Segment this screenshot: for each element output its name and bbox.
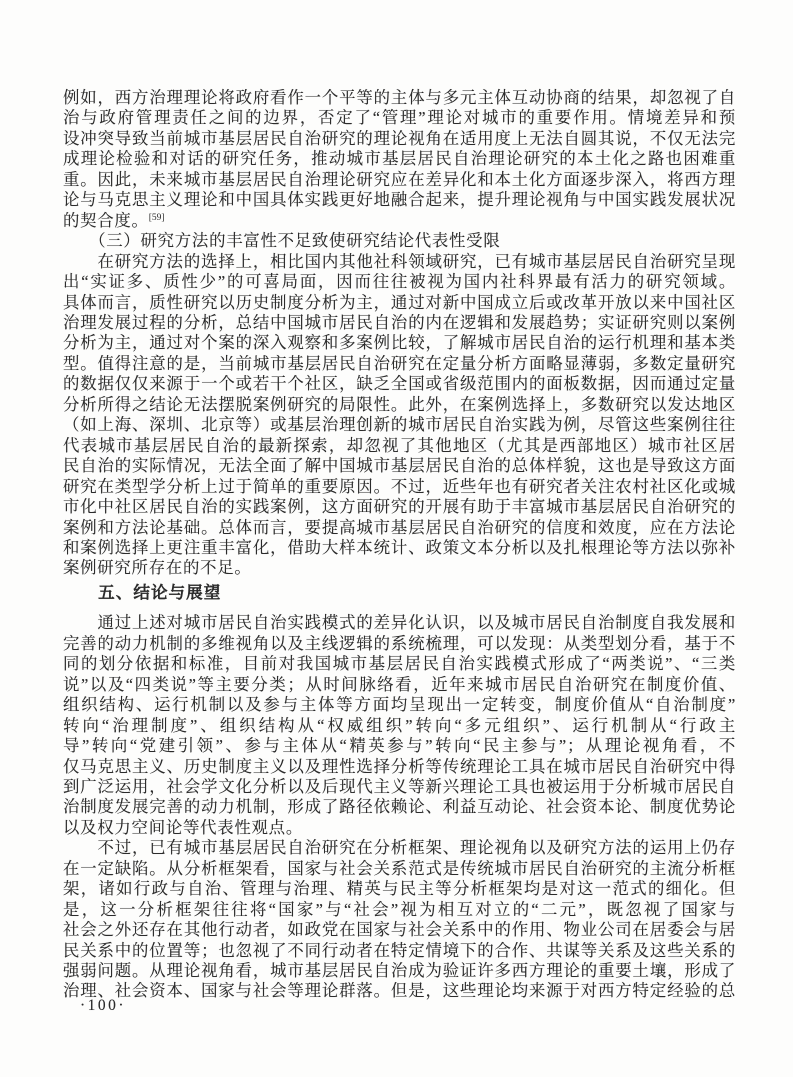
text-line bbox=[63, 538, 736, 558]
text-line bbox=[63, 838, 736, 858]
text-line bbox=[63, 374, 736, 394]
text-line bbox=[63, 252, 736, 272]
text-line-content: 重。因此，未来城市基层居民自治理论研究应在差异化和本土化方面逐步深入，将西方理 bbox=[63, 169, 736, 189]
text-line-content: 治制度发展完善的动力机制，形成了路径依赖论、利益互动论、社会资本论、制度优势论 bbox=[63, 797, 736, 817]
text-line bbox=[63, 170, 736, 190]
text-line bbox=[63, 149, 736, 169]
text-line bbox=[63, 695, 736, 715]
text-line bbox=[63, 736, 736, 756]
paragraph-limitations bbox=[63, 838, 736, 1002]
text-line-content: 是，这一分析框架往往将“国家”与“社会”视为相互对立的“二元”，既忽视了国家与 bbox=[63, 899, 736, 919]
text-line-content: 的数据仅仅来源于一个或若干个社区，缺乏全国或省级范围内的面板数据，因而通过定量 bbox=[63, 374, 736, 394]
footnote-reference: [59] bbox=[148, 212, 165, 223]
text-line bbox=[63, 879, 736, 899]
text-line-content: 强弱问题。从理论视角看，城市基层居民自治成为验证许多西方理论的重要土壤，形成了 bbox=[63, 961, 736, 981]
text-line bbox=[63, 477, 736, 497]
subsection-heading-line bbox=[63, 231, 736, 251]
text-line bbox=[63, 675, 736, 695]
text-line bbox=[63, 558, 736, 578]
text-line-content: （三）研究方法的丰富性不足致使研究结论代表性受限 bbox=[63, 231, 501, 251]
text-line bbox=[63, 190, 736, 210]
text-line-content: 通过上述对城市居民自治实践模式的差异化认识，以及城市居民自治制度自我发展和 bbox=[63, 613, 736, 633]
text-line-content: 具体而言，质性研究以历史制度分析为主，通过对新中国成立后或改革开放以来中国社区 bbox=[63, 292, 736, 312]
text-line-content: 市化中社区居民自治的实践案例，这方面研究的开展有助于丰富城市基层居民自治研究的 bbox=[63, 497, 736, 517]
text-line bbox=[63, 415, 736, 435]
text-line bbox=[63, 797, 736, 817]
text-line-content: 治理、社会资本、国家与社会等理论群落。但是，这些理论均来源于对西方特定经验的总 bbox=[63, 981, 736, 1001]
text-line bbox=[63, 497, 736, 517]
text-line-content: 案例研究所存在的不足。 bbox=[63, 558, 252, 578]
text-line bbox=[63, 211, 736, 231]
text-line bbox=[63, 859, 736, 879]
text-line bbox=[63, 961, 736, 981]
text-line-content: 以及权力空间论等代表性观点。 bbox=[63, 817, 303, 837]
text-line bbox=[63, 716, 736, 736]
text-line-content: 和案例选择上更注重丰富化，借助大样本统计、政策文本分析以及扎根理论等方法以弥补 bbox=[63, 537, 736, 557]
text-line-content: 分析为主，通过对个案的深入观察和多案例比较，了解城市居民自治的运行机理和基本类 bbox=[63, 333, 736, 353]
text-line-content: 治理发展过程的分析，总结中国城市居民自治的内在逻辑和发展趋势；实证研究则以案例 bbox=[63, 312, 736, 332]
text-line bbox=[63, 941, 736, 961]
text-line-content: 出“实证多、质性少”的可喜局面，因而往往被视为国内社科界最有活力的研究领域。 bbox=[63, 272, 736, 292]
text-line bbox=[63, 920, 736, 940]
text-line bbox=[63, 354, 736, 374]
text-line bbox=[63, 293, 736, 313]
text-line-content: 五、结论与展望 bbox=[63, 582, 222, 602]
text-line-content: 设冲突导致当前城市基层居民自治研究的理论视角在适用度上无法自圆其说，不仅无法完 bbox=[63, 128, 736, 148]
text-line-content: 民关系中的位置等；也忽视了不同行动者在特定情境下的合作、共谋等关系及这些关系的 bbox=[63, 940, 736, 960]
section-5-conclusion-outlook-title bbox=[63, 583, 736, 603]
paragraph-western-theory-continuation bbox=[63, 88, 736, 231]
text-line bbox=[63, 456, 736, 476]
paragraph-conclusion-summary bbox=[63, 613, 736, 838]
paragraph-research-methods bbox=[63, 252, 736, 579]
text-line-content: 的契合度。 bbox=[63, 210, 149, 230]
page-number: ·100· bbox=[80, 997, 127, 1014]
text-line-content: 型。值得注意的是，当前城市基层居民自治研究在定量分析方面略显薄弱，多数定量研究 bbox=[63, 353, 736, 373]
text-line bbox=[63, 313, 736, 333]
text-line bbox=[63, 272, 736, 292]
text-line-content: 论与马克思主义理论和中国具体实践更好地融合起来，提升理论视角与中国实践发展状况 bbox=[63, 190, 736, 210]
text-line bbox=[63, 981, 736, 1001]
text-line-content: 说”以及“四类说”等主要分类；从时间脉络看，近年来城市居民自治研究在制度价值、 bbox=[63, 674, 736, 694]
text-line-content: 研究在类型学分析上过于简单的重要原因。不过，近些年也有研究者关注农村社区化或城 bbox=[63, 476, 736, 496]
page-body bbox=[63, 88, 736, 1002]
text-line-content: 在一定缺陷。从分析框架看，国家与社会关系范式是传统城市居民自治研究的主流分析框 bbox=[63, 858, 736, 878]
text-line-content: 架，诸如行政与自治、管理与治理、精英与民主等分析框架均是对这一范式的细化。但 bbox=[63, 879, 736, 899]
text-line-content: 同的划分依据和标准，目前对我国城市基层居民自治实践模式形成了“两类说”、“三类 bbox=[63, 654, 736, 674]
text-line bbox=[63, 654, 736, 674]
text-line-content: 导”转向“党建引领”、参与主体从“精英参与”转向“民主参与”；从理论视角看，不 bbox=[63, 736, 736, 756]
text-line bbox=[63, 129, 736, 149]
text-line bbox=[63, 818, 736, 838]
text-line bbox=[63, 777, 736, 797]
text-line bbox=[63, 634, 736, 654]
text-line-content: （如上海、深圳、北京等）或基层治理创新的城市居民自治实践为例，尽管这些案例往往 bbox=[63, 415, 736, 435]
text-line-content: 在研究方法的选择上，相比国内其他社科领域研究，已有城市基层居民自治研究呈现 bbox=[63, 251, 736, 271]
text-line-content: 不过，已有城市基层居民自治研究在分析框架、理论视角以及研究方法的运用上仍存 bbox=[63, 838, 736, 858]
section-heading-line bbox=[63, 583, 736, 603]
text-line bbox=[63, 333, 736, 353]
text-line-content: 成理论检验和对话的研究任务，推动城市基层居民自治理论研究的本土化之路也困难重 bbox=[63, 149, 736, 169]
text-line-content: 组织结构、运行机制以及参与主体等方面均呈现出一定转变，制度价值从“自治制度” bbox=[63, 695, 736, 715]
text-line-content: 完善的动力机制的多维视角以及主线逻辑的系统梳理，可以发现：从类型划分看，基于不 bbox=[63, 633, 736, 653]
text-line-content: 治与政府管理责任之间的边界，否定了“管理”理论对城市的重要作用。情境差异和预 bbox=[63, 108, 736, 128]
text-line-content: 仅马克思主义、历史制度主义以及理性选择分析等传统理论工具在城市居民自治研究中得 bbox=[63, 756, 736, 776]
text-line bbox=[63, 436, 736, 456]
text-line-content: 社会之外还存在其他行动者，如政党在国家与社会关系中的作用、物业公司在居委会与居 bbox=[63, 920, 736, 940]
text-line-content: 转向“治理制度”、组织结构从“权威组织”转向“多元组织”、运行机制从“行政主 bbox=[63, 715, 736, 735]
text-line bbox=[63, 518, 736, 538]
text-line bbox=[63, 757, 736, 777]
text-line bbox=[63, 613, 736, 633]
text-line-content: 分析所得之结论无法摆脱案例研究的局限性。此外，在案例选择上，多数研究以发达地区 bbox=[63, 394, 736, 414]
text-line bbox=[63, 88, 736, 108]
text-line-content: 案例和方法论基础。总体而言，要提高城市基层居民自治研究的信度和效度，应在方法论 bbox=[63, 517, 736, 537]
text-line bbox=[63, 108, 736, 128]
text-line-content: 代表城市基层居民自治的最新探索，却忽视了其他地区（尤其是西部地区）城市社区居 bbox=[63, 435, 736, 455]
text-line-content: 例如，西方治理理论将政府看作一个平等的主体与多元主体互动协商的结果，却忽视了自 bbox=[63, 88, 736, 107]
text-line bbox=[63, 395, 736, 415]
text-line bbox=[63, 900, 736, 920]
subsection-3-research-methods-title bbox=[63, 231, 736, 251]
text-line-content: 民自治的实际情况，无法全面了解中国城市基层居民自治的总体样貌，这也是导致这方面 bbox=[63, 456, 736, 476]
text-line-content: 到广泛运用，社会学文化分析以及后现代主义等新兴理论工具也被运用于分析城市居民自 bbox=[63, 776, 736, 796]
